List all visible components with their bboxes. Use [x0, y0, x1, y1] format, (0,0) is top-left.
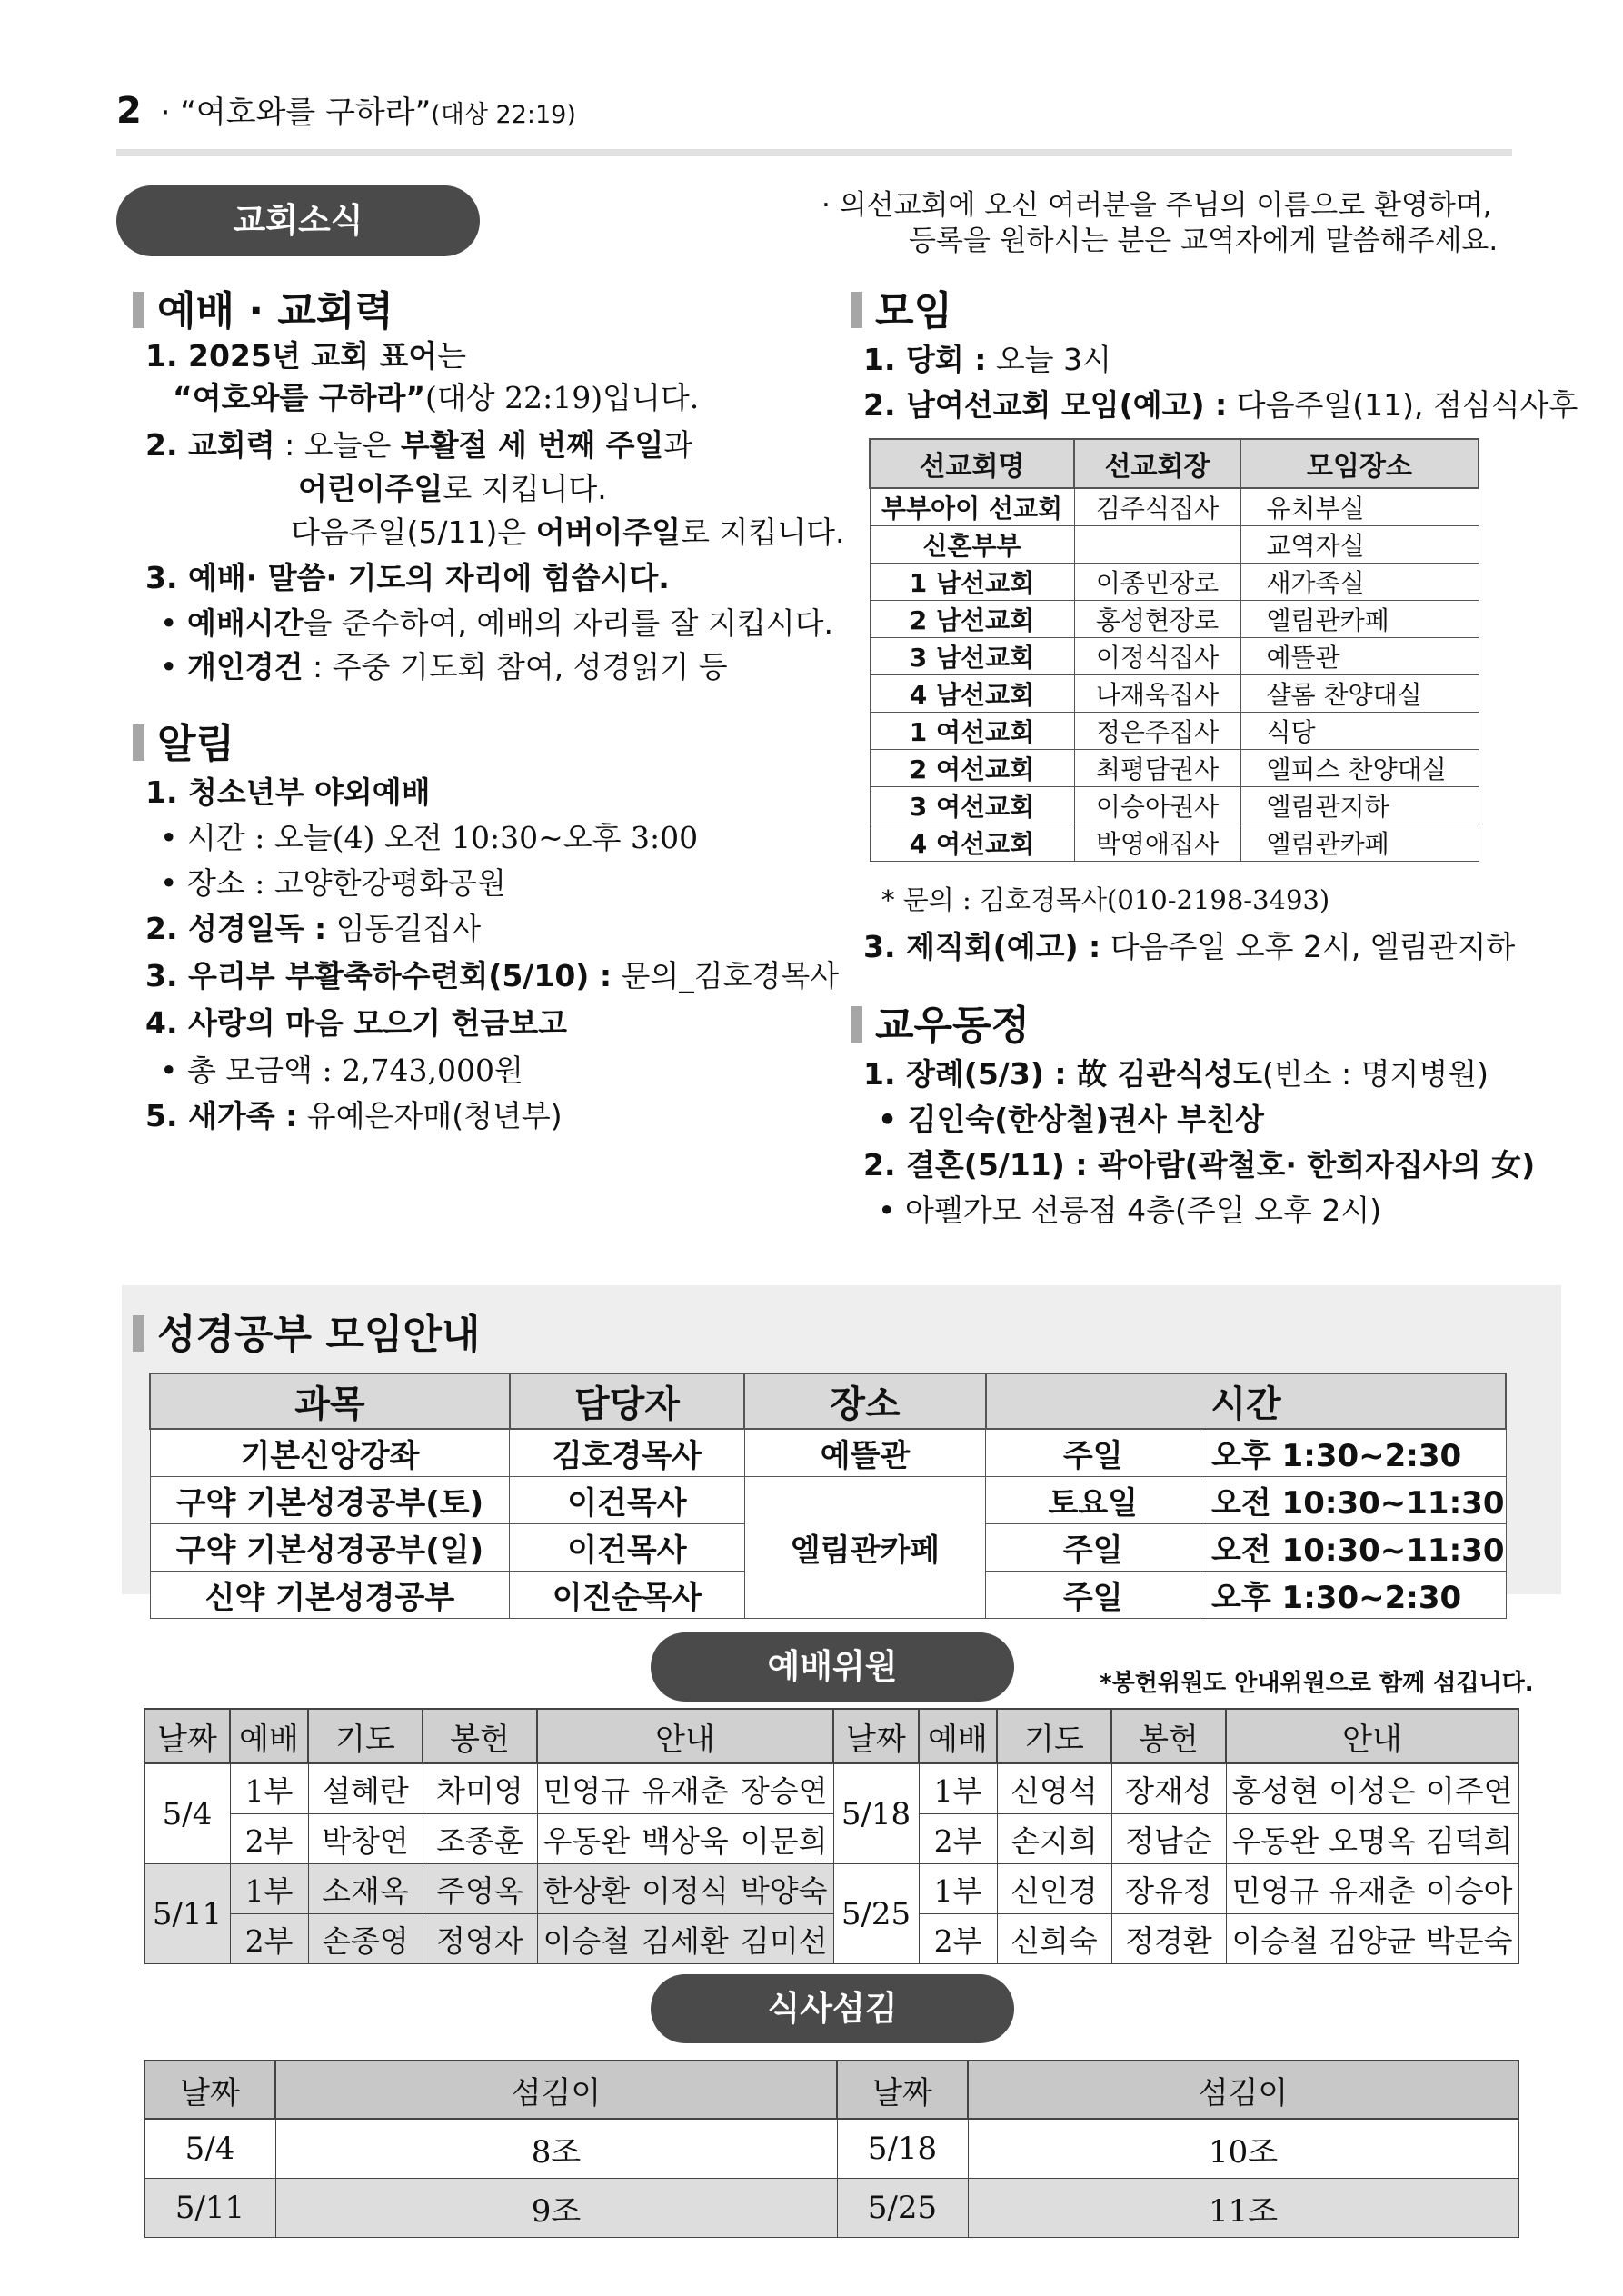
- guide-name: 유재춘: [642, 1772, 729, 1809]
- section-bar-icon: [851, 292, 862, 328]
- header-dot: ·: [160, 95, 171, 131]
- guide-members: [1226, 1914, 1518, 1964]
- worship-bullet-2: • 개인경건 : 주중 기도회 참여, 성경읽기 등: [160, 649, 728, 684]
- mission-name: 4 남선교회: [870, 675, 1074, 713]
- meeting-1: [863, 340, 1111, 380]
- offering-member: 장유정: [1111, 1864, 1226, 1914]
- meeting-place: 유치부실: [1240, 488, 1479, 526]
- prayer-leader: 손지희: [997, 1814, 1111, 1864]
- guide-name: 우동완: [1231, 1822, 1319, 1859]
- service-part: 1부: [919, 1763, 997, 1814]
- prayer-leader: 설혜란: [308, 1763, 423, 1814]
- worship-line-2: [145, 425, 692, 465]
- study-leader: 이건목사: [510, 1477, 744, 1524]
- meeting-2-text: 다음주일(11), 점심식사후: [1227, 387, 1578, 423]
- offering-member: 정남순: [1111, 1814, 1226, 1864]
- study-time: 오전 10:30~11:30: [1200, 1477, 1506, 1524]
- study-subject: 구약 기본성경공부(일): [150, 1524, 510, 1572]
- service-part: 1부: [230, 1864, 308, 1914]
- offering-member: 주영옥: [423, 1864, 537, 1914]
- meal-date: 5/11: [144, 2179, 275, 2238]
- table-row: [870, 488, 1479, 526]
- childrens-sunday: 어린이주일: [298, 471, 443, 506]
- notice-5: [145, 1096, 563, 1136]
- committee-note: *봉헌위원도 안내위원으로 함께 섬깁니다.: [1100, 1670, 1534, 1697]
- guide-members: [537, 1864, 833, 1914]
- welcome-line-1: · 의선교회에 오신 여러분을 주님의 이름으로 환영하며,: [821, 189, 1492, 222]
- meeting-2-label: 2. 남여선교회 모임(예고) :: [863, 387, 1228, 423]
- column-header: 기도: [308, 1709, 423, 1763]
- table-row: [870, 750, 1479, 787]
- notice-5-text: 유예은자매(청년부): [297, 1098, 563, 1133]
- mission-name: 신혼부부: [870, 526, 1074, 564]
- guide-name: 김덕희: [1425, 1822, 1513, 1859]
- worship-committee-pill: 예배위원: [651, 1632, 1014, 1702]
- meal-date: 5/4: [144, 2119, 275, 2179]
- worship-line-2b: [298, 469, 607, 509]
- prayer-leader: 소재옥: [308, 1864, 423, 1914]
- table-header-row: [150, 1373, 1506, 1429]
- calendar-text-2c-a: 다음주일(5/11)은: [291, 514, 536, 550]
- service-part: 1부: [919, 1864, 997, 1914]
- guide-name: 이정식: [642, 1872, 729, 1909]
- column-header: 안내: [1226, 1709, 1518, 1763]
- mission-leader: 이정식집사: [1074, 638, 1240, 675]
- guide-name: 오명옥: [1329, 1822, 1416, 1859]
- service-part: 2부: [919, 1814, 997, 1864]
- guide-name: 민영규: [1231, 1872, 1319, 1909]
- meeting-3: [863, 927, 1515, 967]
- calendar-text-2b: 로 지킵니다.: [443, 471, 607, 506]
- mission-leader: 박영애집사: [1074, 824, 1240, 862]
- guide-members: [1226, 1864, 1518, 1914]
- study-place: 예뜰관: [744, 1429, 986, 1477]
- meeting-2: [863, 385, 1578, 425]
- guide-members: [537, 1763, 833, 1814]
- fellowship-1: [863, 1054, 1489, 1094]
- notice-4: 4. 사랑의 마음 모으기 헌금보고: [145, 1005, 567, 1041]
- column-header: 봉헌: [1111, 1709, 1226, 1763]
- study-leader: 김호경목사: [510, 1429, 744, 1477]
- notice-4a-text: 총 모금액 : 2,743,000원: [186, 1053, 523, 1088]
- guide-name: 이주연: [1425, 1772, 1513, 1809]
- study-subject: 구약 기본성경공부(토): [150, 1477, 510, 1524]
- notice-1b-text: 장소 : 고양한강평화공원: [186, 865, 506, 901]
- mission-leader: 최평담권사: [1074, 750, 1240, 787]
- bullet-1-text: 을 준수하여, 예배의 자리를 잘 지킵시다.: [303, 605, 833, 641]
- column-header: 봉헌: [423, 1709, 537, 1763]
- table-row: [870, 675, 1479, 713]
- mission-leader: 이승아권사: [1074, 787, 1240, 824]
- guide-name: 장승연: [740, 1772, 828, 1809]
- meeting-1-text: 오늘 3시: [986, 342, 1112, 377]
- guide-name: 김미선: [740, 1922, 828, 1959]
- table-row: [144, 1763, 1518, 1814]
- table-header-row: [144, 1709, 1518, 1763]
- column-header: 날짜: [833, 1709, 919, 1763]
- notice-4a: • 총 모금액 : 2,743,000원: [160, 1053, 523, 1088]
- meeting-place: 엘림관카페: [1240, 824, 1479, 862]
- meeting-place: 새가족실: [1240, 564, 1479, 601]
- column-header: 기도: [997, 1709, 1111, 1763]
- guide-name: 우동완: [543, 1822, 631, 1859]
- meeting-place: 교역자실: [1240, 526, 1479, 564]
- column-header: 담당자: [510, 1373, 744, 1429]
- column-header: 날짜: [144, 2061, 275, 2119]
- guide-name: 유재춘: [1329, 1872, 1416, 1909]
- guide-name: 백상욱: [642, 1822, 729, 1859]
- guide-members: [1226, 1763, 1518, 1814]
- study-subject: 신약 기본성경공부: [150, 1572, 510, 1619]
- meeting-1-label: 1. 당회 :: [863, 342, 987, 377]
- fellowship-2: 2. 결혼(5/11) : 곽아람(곽철호· 한희자집사의 女): [863, 1147, 1536, 1183]
- guide-members: [1226, 1814, 1518, 1864]
- meal-date: 5/18: [837, 2119, 968, 2179]
- service-part: 2부: [230, 1914, 308, 1964]
- service-date: 5/11: [144, 1864, 230, 1964]
- funeral-place: (빈소 : 명지병원): [1261, 1056, 1489, 1092]
- column-header: 날짜: [837, 2061, 968, 2119]
- notice-1a: • 시간 : 오늘(4) 오전 10:30~오후 3:00: [160, 820, 699, 855]
- mission-leader: [1074, 526, 1240, 564]
- mission-leader: 이종민장로: [1074, 564, 1240, 601]
- calendar-text-2c-c: 로 지킵니다.: [681, 514, 845, 550]
- church-news-pill: 교회소식: [116, 185, 480, 256]
- prayer-leader: 신희숙: [997, 1914, 1111, 1964]
- study-place: 엘림관카페: [744, 1477, 986, 1619]
- mission-name: 4 여선교회: [870, 824, 1074, 862]
- offering-member: 정경환: [1111, 1914, 1226, 1964]
- bible-study-title-text: 성경공부 모임안내: [157, 1312, 481, 1358]
- service-part: 2부: [230, 1814, 308, 1864]
- meeting-3-text: 다음주일 오후 2시, 엘림관지하: [1100, 929, 1516, 964]
- notice-3-label: 3. 우리부 부활축하수련회(5/10) :: [145, 958, 612, 993]
- offering-member: 정영자: [423, 1914, 537, 1964]
- table-row: [870, 526, 1479, 564]
- bullet-2-label: 개인경건: [186, 649, 304, 684]
- meeting-place: 식당: [1240, 713, 1479, 750]
- guide-name: 이승철: [543, 1922, 631, 1959]
- worship-line-2c: [291, 513, 845, 553]
- meeting-3-label: 3. 제직회(예고) :: [863, 929, 1101, 964]
- study-day: 주일: [986, 1572, 1200, 1619]
- section-bar-icon: [133, 292, 144, 328]
- service-date: 5/18: [833, 1763, 919, 1864]
- table-row: [144, 1864, 1518, 1914]
- motto-label: 1. 2025년 교회 표어: [145, 338, 438, 374]
- column-header: 과목: [150, 1373, 510, 1429]
- fellowship-section-title: [851, 993, 1030, 1051]
- column-header: 예배: [230, 1709, 308, 1763]
- page-header: [116, 87, 576, 132]
- meeting-section-title: [851, 278, 952, 336]
- prayer-leader: 신영석: [997, 1763, 1111, 1814]
- section-bar-icon: [851, 1006, 862, 1043]
- study-leader: 이건목사: [510, 1524, 744, 1572]
- worship-line-1: [145, 336, 466, 376]
- column-header: 예배: [919, 1709, 997, 1763]
- table-row: [150, 1477, 1506, 1524]
- section-bar-icon: [133, 1315, 144, 1352]
- funeral-label: 1. 장례(5/3) : 故 김관식성도: [863, 1056, 1262, 1092]
- page-number: 2: [116, 90, 142, 132]
- service-part: 2부: [919, 1914, 997, 1964]
- study-leader: 이진순목사: [510, 1572, 744, 1619]
- study-day: 주일: [986, 1429, 1200, 1477]
- notice-title-text: 알림: [157, 721, 235, 767]
- meeting-title-text: 모임: [875, 288, 953, 334]
- mission-leader: 정은주집사: [1074, 713, 1240, 750]
- guide-name: 김세환: [642, 1922, 729, 1959]
- study-time: 오후 1:30~2:30: [1200, 1572, 1506, 1619]
- guide-members: [537, 1814, 833, 1864]
- guide-name: 박문숙: [1425, 1922, 1513, 1959]
- mission-meeting-table: [869, 438, 1479, 862]
- meeting-place: 엘피스 찬양대실: [1240, 750, 1479, 787]
- table-row: [870, 638, 1479, 675]
- table-row: [144, 1814, 1518, 1864]
- table-header-row: [870, 439, 1479, 488]
- table-row: [870, 601, 1479, 638]
- mission-name: 2 여선교회: [870, 750, 1074, 787]
- worship-section-title: [133, 278, 393, 336]
- guide-name: 김양균: [1329, 1922, 1416, 1959]
- meal-service-table: [144, 2060, 1519, 2238]
- header-ref: (대상 22:19): [431, 101, 576, 129]
- notice-3-text: 문의_김호경목사: [612, 958, 840, 993]
- table-row: [870, 824, 1479, 862]
- fellowship-1a: • 김인숙(한상철)권사 부친상: [878, 1102, 1264, 1137]
- funeral-family: 김인숙(한상철)권사 부친상: [907, 1102, 1264, 1137]
- guide-name: 이문희: [740, 1822, 828, 1859]
- bible-study-table: [149, 1373, 1507, 1619]
- service-date: 5/25: [833, 1864, 919, 1964]
- table-row: [150, 1429, 1506, 1477]
- fellowship-2a: • 아펠가모 선릉점 4층(주일 오후 2시): [878, 1193, 1382, 1228]
- notice-5-label: 5. 새가족 :: [145, 1098, 298, 1133]
- notice-3: [145, 956, 839, 996]
- guide-name: 이승아: [1425, 1872, 1513, 1909]
- table-row: [870, 564, 1479, 601]
- guide-name: 민영규: [543, 1772, 631, 1809]
- study-day: 토요일: [986, 1477, 1200, 1524]
- motto-suffix: 는: [437, 338, 467, 374]
- notice-2: [145, 909, 481, 949]
- guide-name: 이승철: [1231, 1922, 1319, 1959]
- mission-name: 2 남선교회: [870, 601, 1074, 638]
- calendar-text-a: : 오늘은: [274, 427, 401, 463]
- meal-team: 8조: [275, 2119, 837, 2179]
- mission-name: 1 남선교회: [870, 564, 1074, 601]
- worship-committee-table: [144, 1708, 1519, 1964]
- mission-leader: 나재욱집사: [1074, 675, 1240, 713]
- prayer-leader: 손종영: [308, 1914, 423, 1964]
- mission-leader: 홍성현장로: [1074, 601, 1240, 638]
- column-header: 선교회명: [870, 439, 1074, 488]
- meal-team: 11조: [968, 2179, 1518, 2238]
- meeting-place: 엘림관카페: [1240, 601, 1479, 638]
- table-row: [870, 787, 1479, 824]
- prayer-leader: 박창연: [308, 1814, 423, 1864]
- table-row: [144, 1914, 1518, 1964]
- column-header: 선교회장: [1074, 439, 1240, 488]
- header-divider: [116, 149, 1512, 156]
- notice-1a-text: 시간 : 오늘(4) 오전 10:30~오후 3:00: [186, 820, 699, 855]
- worship-title-text: 예배 · 교회력: [157, 288, 393, 334]
- meeting-place: 엘림관지하: [1240, 787, 1479, 824]
- offering-member: 조종훈: [423, 1814, 537, 1864]
- column-header: 모임장소: [1240, 439, 1479, 488]
- mission-name: 부부아이 선교회: [870, 488, 1074, 526]
- calendar-text-c: 과: [663, 427, 693, 463]
- notice-section-title: [133, 711, 234, 769]
- calendar-label: 2. 교회력: [145, 427, 275, 463]
- column-header: 섬김이: [275, 2061, 837, 2119]
- wedding-place: 아펠가모 선릉점 4층(주일 오후 2시): [904, 1193, 1382, 1228]
- mission-leader: 김주식집사: [1074, 488, 1240, 526]
- service-date: 5/4: [144, 1763, 230, 1864]
- header-title: “여호와를 구하라”: [180, 95, 432, 131]
- table-header-row: [144, 2061, 1518, 2119]
- meeting-place: 샬롬 찬양대실: [1240, 675, 1479, 713]
- guide-name: 박양숙: [740, 1872, 828, 1909]
- study-subject: 기본신앙강좌: [150, 1429, 510, 1477]
- mission-name: 3 남선교회: [870, 638, 1074, 675]
- offering-member: 차미영: [423, 1763, 537, 1814]
- column-header: 안내: [537, 1709, 833, 1763]
- column-header: 시간: [986, 1373, 1506, 1429]
- table-row: [870, 713, 1479, 750]
- offering-member: 장재성: [1111, 1763, 1226, 1814]
- motto-ref: (대상 22:19)입니다.: [425, 380, 700, 415]
- study-time: 오후 1:30~2:30: [1200, 1429, 1506, 1477]
- bible-study-title: [133, 1302, 480, 1360]
- guide-name: 한상환: [543, 1872, 631, 1909]
- guide-members: [537, 1914, 833, 1964]
- notice-2-label: 2. 성경일독 :: [145, 911, 327, 946]
- table-row: [144, 2119, 1518, 2179]
- study-day: 주일: [986, 1524, 1200, 1572]
- welcome-line-2: 등록을 원하시는 분은 교역자에게 말씀해주세요.: [909, 225, 1499, 257]
- notice-1: 1. 청소년부 야외예배: [145, 774, 431, 810]
- guide-name: 이성은: [1329, 1772, 1416, 1809]
- column-header: 날짜: [144, 1709, 230, 1763]
- meal-date: 5/25: [837, 2179, 968, 2238]
- worship-line-3: 3. 예배· 말씀· 기도의 자리에 힘씁시다.: [145, 560, 670, 595]
- study-time: 오전 10:30~11:30: [1200, 1524, 1506, 1572]
- table-row: [144, 2179, 1518, 2238]
- guide-name: 홍성현: [1231, 1772, 1319, 1809]
- mission-name: 3 여선교회: [870, 787, 1074, 824]
- prayer-leader: 신인경: [997, 1864, 1111, 1914]
- mission-name: 1 여선교회: [870, 713, 1074, 750]
- meal-team: 10조: [968, 2119, 1518, 2179]
- meal-team: 9조: [275, 2179, 837, 2238]
- notice-2-text: 임동길집사: [326, 911, 482, 946]
- worship-bullet-1: • 예배시간을 준수하여, 예배의 자리를 잘 지킵시다.: [160, 605, 833, 641]
- fellowship-title-text: 교우동정: [875, 1003, 1031, 1049]
- meeting-contact: * 문의 : 김호경목사(010-2198-3493): [881, 884, 1330, 915]
- section-bar-icon: [133, 724, 144, 761]
- meal-service-pill: 식사섬김: [651, 1974, 1014, 2043]
- worship-line-1b: [173, 378, 699, 418]
- motto-text: “여호와를 구하라”: [173, 380, 426, 415]
- notice-1b: • 장소 : 고양한강평화공원: [160, 865, 506, 901]
- parents-sunday: 어버이주일: [535, 514, 682, 550]
- easter-third-sunday: 부활절 세 번째 주일: [400, 427, 664, 463]
- column-header: 장소: [744, 1373, 986, 1429]
- service-part: 1부: [230, 1763, 308, 1814]
- bullet-2-text: : 주중 기도회 참여, 성경읽기 등: [303, 649, 728, 684]
- bullet-1-label: 예배시간: [186, 605, 304, 641]
- column-header: 섬김이: [968, 2061, 1518, 2119]
- meeting-place: 예뜰관: [1240, 638, 1479, 675]
